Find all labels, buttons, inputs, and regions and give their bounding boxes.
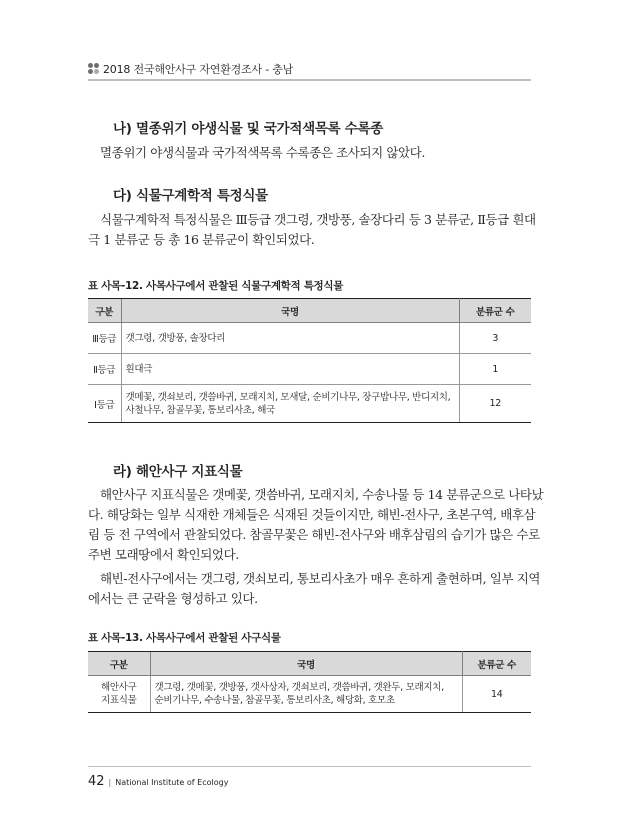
header-rule (88, 79, 531, 81)
paragraph-line: 림 등 전 구역에서 관찰되었다. 참골무꽃은 해빈-전사구와 배후삼림의 습기가 많은 수로 (88, 527, 540, 542)
paragraph-line: 해안사구 지표식물은 갯메꽃, 갯씀바귀, 모래지치, 수송나물 등 14 분류군으로 나타났 (100, 487, 544, 502)
cell-names (121, 323, 459, 354)
cell-names-line: 흰대극 (125, 363, 153, 375)
cell-grade: Ⅰ등급 (88, 385, 121, 423)
cell-names-line: 순비기나무, 수송나물, 참골무꽃, 통보리사초, 해당화, 호모초 (154, 695, 395, 706)
heading-floristic-specific-plants: 다) 식물구계학적 특정식물 (113, 188, 268, 204)
running-header (88, 60, 531, 80)
heading-endangered-plants: 나) 멸종위기 야생식물 및 국가적색목록 수록종 (113, 121, 383, 137)
cell-names-line: 갯그령, 갯메꽃, 갯방풍, 갯사상자, 갯쇠보리, 갯씀바귀, 갯완두, 모래지치, (154, 682, 444, 693)
column-header-count: 분류군 수 (459, 299, 531, 323)
paragraph-line: 다. 해당화는 일부 식재한 개체들은 식재된 것들이지만, 해빈-전사구, 초본구역, 배후삼 (88, 507, 536, 522)
paragraph-floristic-specific-plants (88, 210, 536, 250)
table-row (88, 676, 531, 713)
footer-separator: | (108, 778, 112, 787)
table-row (88, 385, 531, 423)
table-header-row (88, 652, 531, 676)
cell-grade (88, 676, 150, 713)
paragraph-line: 식물구계학적 특정식물은 Ⅲ등급 갯그령, 갯방풍, 솔장다리 등 3 분류군, Ⅱ등급 흰대 (100, 212, 536, 227)
table-header-row (88, 299, 531, 323)
heading-dune-indicator-plants: 라) 해안사구 지표식물 (113, 464, 243, 480)
paragraph-line: 멸종위기 야생식물과 국가적색목록 수록종은 조사되지 않았다. (100, 145, 425, 160)
column-header-grade: 구분 (88, 299, 121, 323)
paragraph-line: 에서는 큰 군락을 형성하고 있다. (88, 591, 258, 606)
table2-caption: 표 사목-13. 사목사구에서 관찰된 사구식물 (88, 632, 281, 644)
cell-count: 1 (459, 354, 531, 385)
column-header-grade: 구분 (88, 652, 150, 676)
cell-names-line: 사철나무, 참골무꽃, 통보리사초, 해국 (125, 404, 275, 416)
header-dots-icon (88, 63, 100, 75)
table-row (88, 323, 531, 354)
cell-count: 3 (459, 323, 531, 354)
table-floristic-specific-plants (88, 298, 531, 423)
table-dune-plants (88, 651, 531, 713)
cell-names (150, 676, 462, 713)
cell-names-line: 갯그령, 갯방풍, 솔장다리 (125, 332, 226, 344)
column-header-count: 분류군 수 (462, 652, 531, 676)
cell-count: 12 (459, 385, 531, 423)
paragraph-dune-indicator-plants (88, 485, 544, 565)
page-number: 42 (88, 774, 105, 789)
table-row (88, 354, 531, 385)
paragraph-line: 해빈-전사구에서는 갯그령, 갯쇠보리, 통보리사초가 매우 흔하게 출현하며, 일부 지역 (100, 571, 541, 586)
paragraph-line: 극 1 분류군 등 총 16 분류군이 확인되었다. (88, 232, 315, 247)
paragraph-endangered-plants (88, 143, 531, 163)
page-footer (88, 770, 228, 789)
cell-names (121, 385, 459, 423)
cell-names-line: 갯메꽃, 갯쇠보리, 갯씀바귀, 모래지치, 모새달, 순비기나무, 장구밥나무, 반디지치, (125, 391, 451, 403)
institute-name: National Institute of Ecology (115, 778, 229, 787)
cell-grade: Ⅱ등급 (88, 354, 121, 385)
table1-caption: 표 사목-12. 사목사구에서 관찰된 식물구계학적 특정식물 (88, 280, 344, 292)
column-header-name: 국명 (121, 299, 459, 323)
cell-grade-line: 해안사구 (100, 682, 137, 693)
cell-grade-line: 지표식물 (100, 695, 137, 706)
cell-grade: Ⅲ등급 (88, 323, 121, 354)
footer-rule (88, 766, 531, 767)
paragraph-foredune (88, 569, 541, 609)
cell-count: 14 (462, 676, 531, 713)
cell-names (121, 354, 459, 385)
column-header-name: 국명 (150, 652, 462, 676)
paragraph-line: 주변 모래땅에서 확인되었다. (88, 547, 239, 562)
running-title: 2018 전국해안사구 자연환경조사 - 충남 (103, 63, 294, 76)
